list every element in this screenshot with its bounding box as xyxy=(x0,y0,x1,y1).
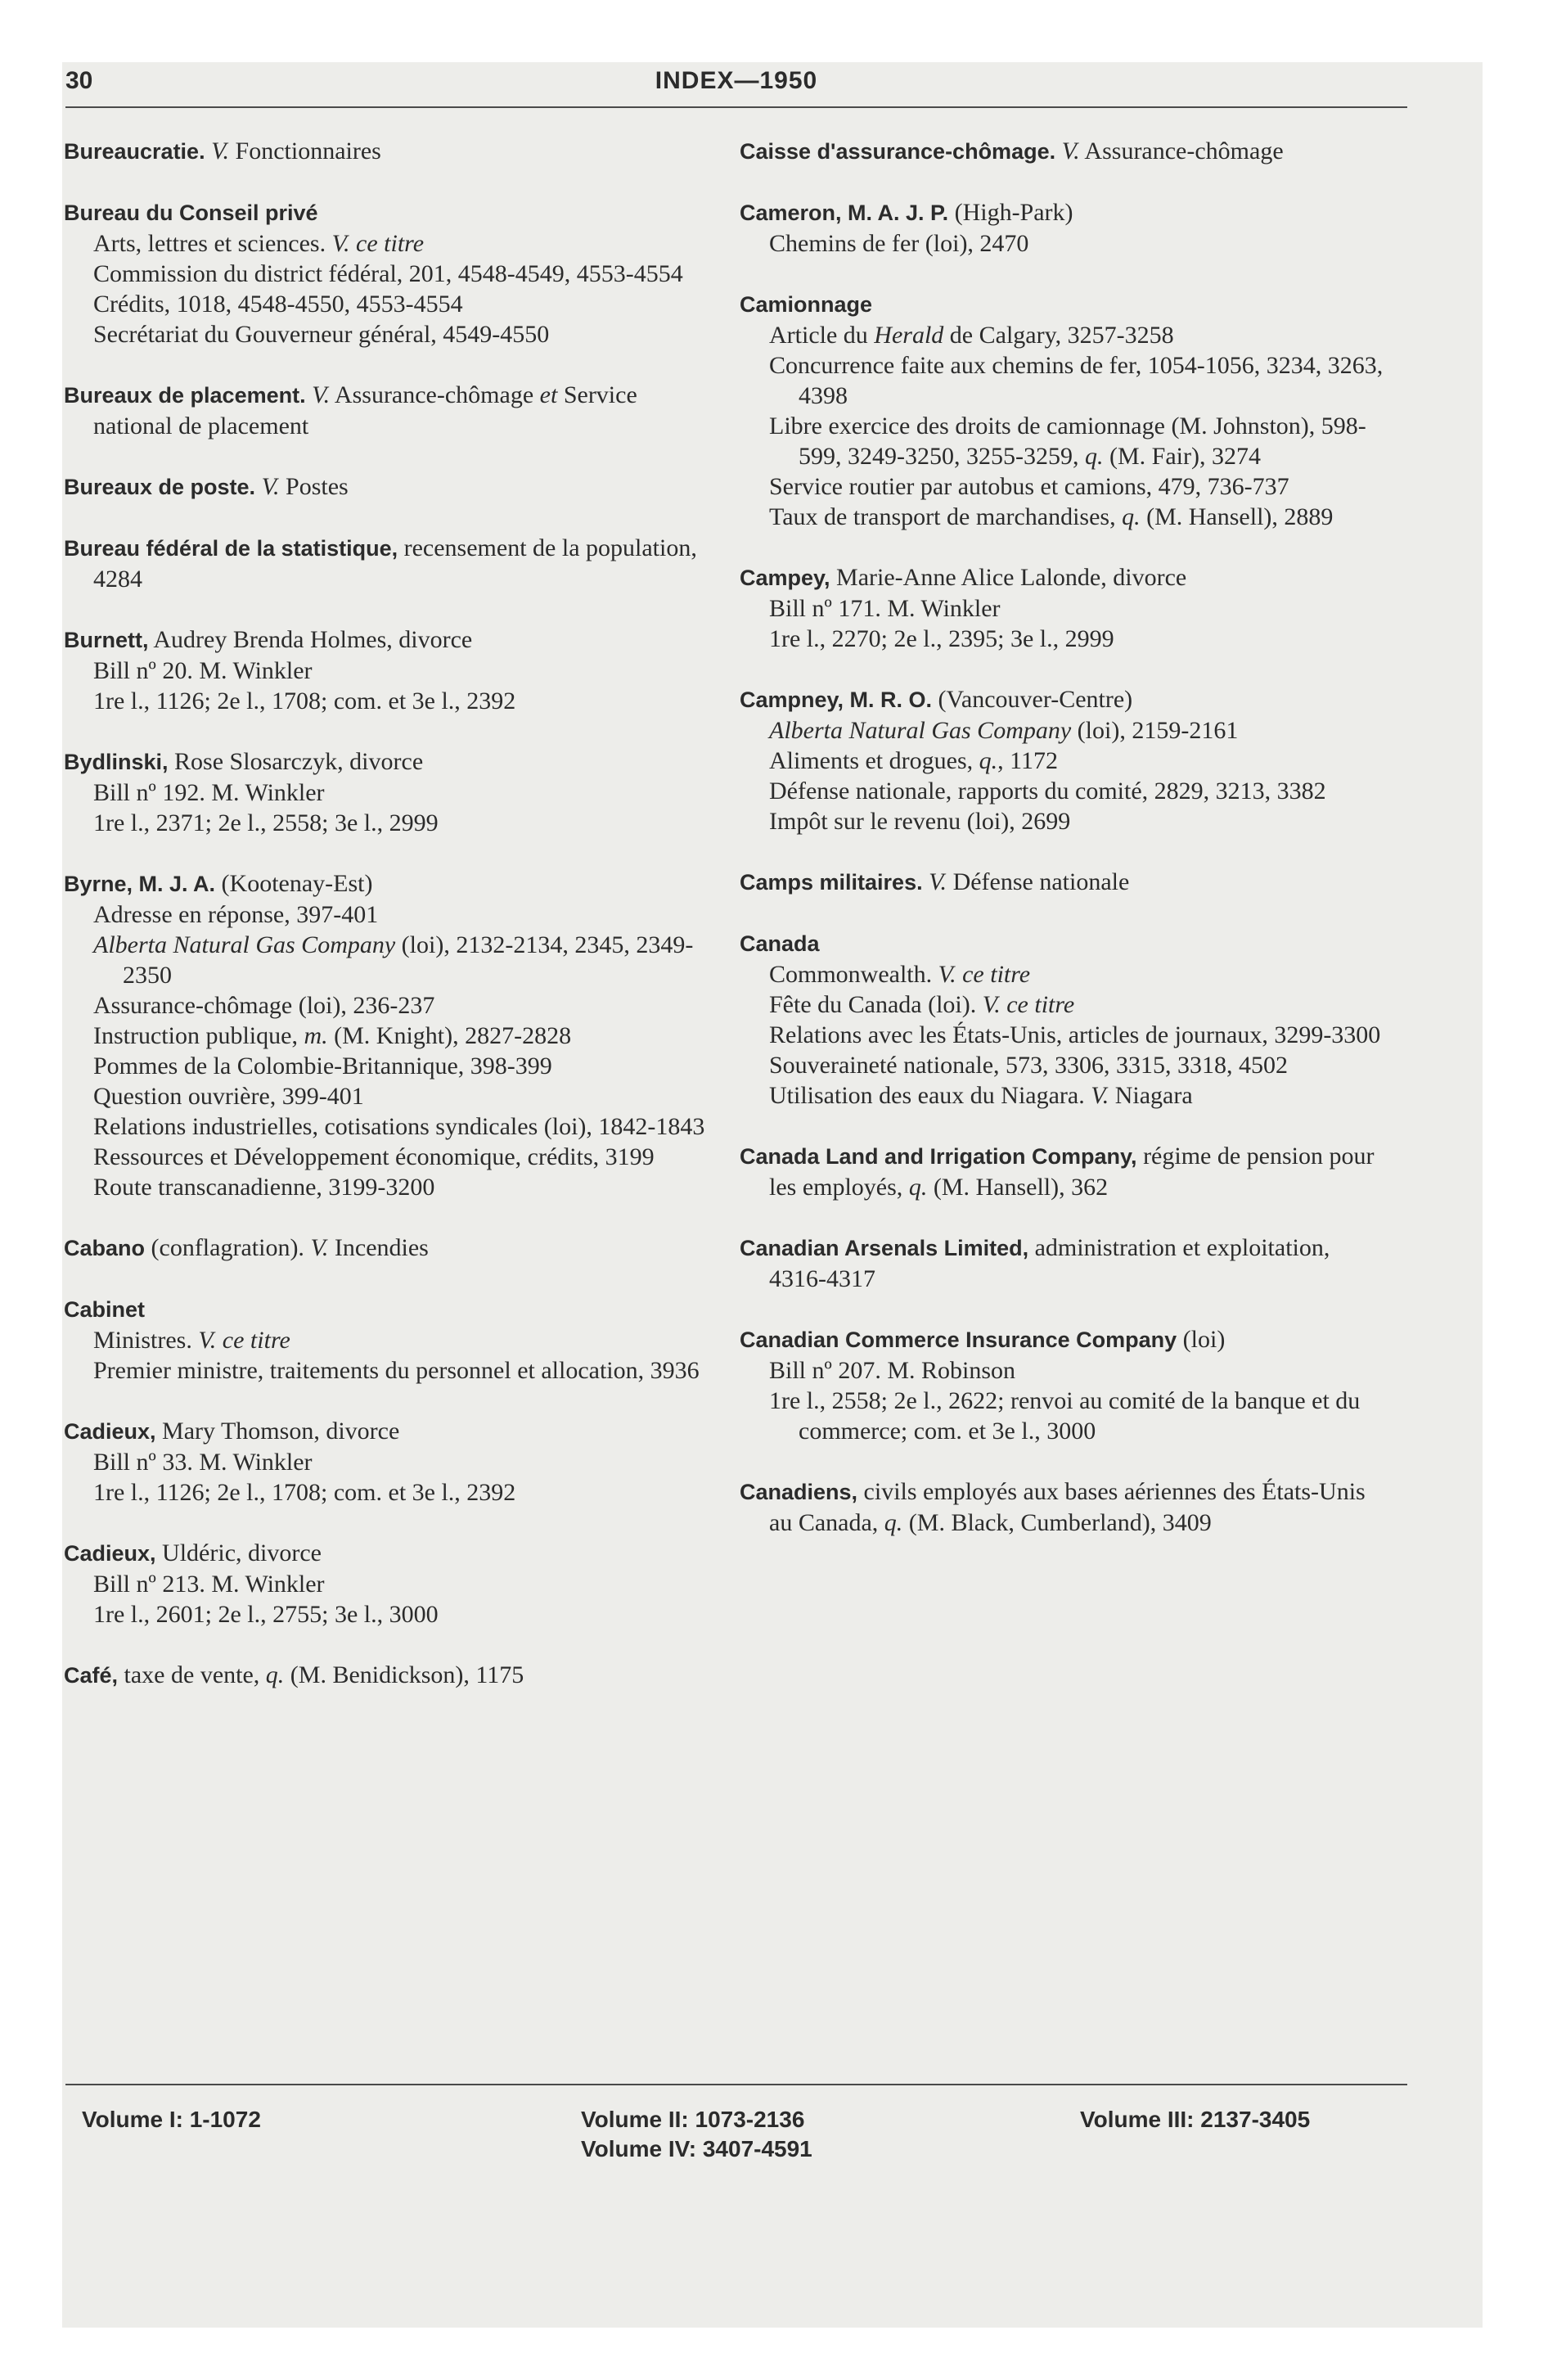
sub-entry-text: Concurrence faite aux chemins de fer, 1054-1056, 3234, 3263, 4398 xyxy=(769,352,1384,409)
volume-range-4: Volume IV: 3407-4591 xyxy=(581,2136,812,2161)
entry-heading: Cabinet xyxy=(64,1297,146,1322)
index-entry xyxy=(740,1324,1386,1446)
entry-heading-line xyxy=(740,1233,1386,1294)
entry-heading-line xyxy=(64,533,710,594)
sub-entry xyxy=(64,1172,710,1202)
entry-text: q. xyxy=(908,1174,928,1201)
entry-text: civils employés aux bases aériennes des États-Unis au Canada, xyxy=(769,1478,1366,1536)
sub-entry xyxy=(740,806,1386,836)
entry-text: V. xyxy=(929,868,947,895)
sub-entry-text: Bill nº 192. M. Winkler xyxy=(93,779,325,806)
footer-volume-1 xyxy=(82,2105,261,2134)
index-entry xyxy=(64,624,710,716)
sub-entry xyxy=(740,746,1386,776)
sub-entry xyxy=(740,502,1386,532)
entry-heading: Byrne, M. J. A. xyxy=(64,872,216,896)
sub-entry-text: Utilisation des eaux du Niagara. xyxy=(769,1082,1091,1109)
entry-text: Uldéric, divorce xyxy=(155,1539,322,1566)
sub-entry-text: Chemins de fer (loi), 2470 xyxy=(769,230,1029,257)
entry-text: V. xyxy=(261,473,280,500)
entry-text: (M. Hansell), 362 xyxy=(927,1174,1109,1201)
entry-heading: Bureau du Conseil privé xyxy=(64,201,318,225)
index-entry xyxy=(64,1233,710,1264)
volume-range-2: Volume II: 1073-2136 xyxy=(581,2107,805,2132)
entry-heading: Canada Land and Irrigation Company, xyxy=(740,1144,1137,1169)
entry-heading-line xyxy=(64,746,710,778)
entry-heading-line xyxy=(740,197,1386,228)
entry-heading-line xyxy=(740,1476,1386,1538)
sub-entry xyxy=(740,228,1386,259)
sub-entry-text: (loi), 2159-2161 xyxy=(1071,717,1239,744)
entry-heading-line xyxy=(740,562,1386,593)
entry-heading: Bureau fédéral de la statistique, xyxy=(64,536,398,561)
entry-text: Service national de placement xyxy=(93,381,637,439)
sub-entry xyxy=(740,715,1386,746)
entry-heading-line xyxy=(740,289,1386,320)
sub-entry xyxy=(64,228,710,259)
sub-entry xyxy=(740,593,1386,624)
sub-entry-text: Fête du Canada (loi). xyxy=(769,991,983,1018)
sub-entry-text: Libre exercice des droits de camionnage (M. Johnston), 598-599, 3249-3250, 3255-3259, xyxy=(769,412,1366,470)
entry-heading: Bureaux de poste. xyxy=(64,475,256,499)
index-entry xyxy=(64,380,710,441)
entry-text: Assurance-chômage xyxy=(1079,137,1284,165)
entry-text: q. xyxy=(265,1661,285,1688)
sub-entry xyxy=(64,1569,710,1599)
sub-entry xyxy=(64,1111,710,1142)
entry-heading-line xyxy=(64,1660,710,1691)
sub-entry xyxy=(64,930,710,990)
sub-entry xyxy=(740,959,1386,989)
sub-entry-text: Alberta Natural Gas Company xyxy=(93,931,396,958)
index-entry xyxy=(64,1294,710,1386)
entry-heading-line xyxy=(740,1324,1386,1355)
entry-heading: Café, xyxy=(64,1663,119,1688)
entry-text xyxy=(923,868,929,895)
sub-entry-text: , 1172 xyxy=(997,747,1059,774)
sub-entry-text: Impôt sur le revenu (loi), 2699 xyxy=(769,808,1071,835)
entry-heading: Camps militaires. xyxy=(740,870,923,895)
sub-entry-text: Pommes de la Colombie-Britannique, 398-399 xyxy=(93,1053,552,1080)
sub-entry xyxy=(64,990,710,1021)
sub-entry-text: Bill nº 207. M. Robinson xyxy=(769,1357,1016,1384)
volume-range-1: Volume I: 1-1072 xyxy=(82,2107,261,2132)
sub-entry xyxy=(64,1325,710,1355)
sub-entry xyxy=(64,259,710,289)
sub-entry-text: Relations industrielles, cotisations syndicales (loi), 1842-1843 xyxy=(93,1113,705,1140)
sub-entry-text: Bill nº 213. M. Winkler xyxy=(93,1571,325,1598)
entry-text: V. xyxy=(310,1234,329,1261)
sub-entry-text: Service routier par autobus et camions, 479, 736-737 xyxy=(769,473,1289,500)
entry-text xyxy=(306,381,313,408)
sub-entry xyxy=(740,776,1386,806)
sub-entry-text: Défense nationale, rapports du comité, 2829, 3213, 3382 xyxy=(769,778,1326,805)
entry-heading-line xyxy=(740,136,1386,167)
index-entry xyxy=(740,562,1386,654)
sub-entry-text: Secrétariat du Gouverneur général, 4549-4550 xyxy=(93,321,550,348)
entry-text: Défense nationale xyxy=(947,868,1130,895)
sub-entry-text: (loi), 2132-2134, 2345, 2349-2350 xyxy=(123,931,694,989)
sub-entry xyxy=(64,1051,710,1081)
entry-heading: Camionnage xyxy=(740,292,873,317)
index-entry xyxy=(740,928,1386,1111)
sub-entry-text: 1re l., 1126; 2e l., 1708; com. et 3e l., 2392 xyxy=(93,1479,516,1506)
entry-heading-line xyxy=(64,1233,710,1264)
index-entry xyxy=(740,867,1386,898)
entry-heading: Cadieux, xyxy=(64,1419,156,1444)
sub-entry xyxy=(64,1142,710,1172)
sub-entry-text: 1re l., 1126; 2e l., 1708; com. et 3e l., 2392 xyxy=(93,687,516,714)
entry-text: V. xyxy=(211,137,230,165)
sub-entry xyxy=(740,320,1386,350)
footer-rule xyxy=(65,2084,1407,2085)
sub-entry xyxy=(64,1477,710,1508)
entry-text: et xyxy=(539,381,558,408)
sub-entry-text: Commonwealth. xyxy=(769,961,938,988)
entry-text: Postes xyxy=(279,473,349,500)
entry-heading-line xyxy=(64,624,710,656)
sub-entry xyxy=(740,1355,1386,1386)
entry-heading: Caisse d'assurance-chômage. xyxy=(740,139,1056,164)
entry-heading: Bydlinski, xyxy=(64,750,169,774)
entry-heading-line xyxy=(64,197,710,228)
index-entry xyxy=(740,136,1386,167)
footer-volume-2-4 xyxy=(581,2105,812,2164)
entry-heading-line xyxy=(64,136,710,167)
sub-entry-text: Herald xyxy=(874,322,944,349)
sub-entry-text: Niagara xyxy=(1109,1082,1193,1109)
entry-heading: Bureaucratie. xyxy=(64,139,205,164)
sub-entry xyxy=(740,411,1386,471)
entry-text xyxy=(255,473,262,500)
sub-entry-text: 1re l., 2601; 2e l., 2755; 3e l., 3000 xyxy=(93,1601,439,1628)
sub-entry xyxy=(64,686,710,716)
entry-heading: Bureaux de placement. xyxy=(64,383,306,408)
sub-entry xyxy=(64,656,710,686)
entry-text: V. xyxy=(1061,137,1080,165)
entry-text: Audrey Brenda Holmes, divorce xyxy=(148,626,473,653)
sub-entry-text: Bill nº 20. M. Winkler xyxy=(93,657,313,684)
entry-text: (High-Park) xyxy=(948,199,1073,226)
sub-entry xyxy=(64,808,710,838)
running-title: INDEX—1950 xyxy=(655,67,818,94)
index-entry xyxy=(64,868,710,1202)
entry-text: (M. Benidickson), 1175 xyxy=(284,1661,524,1688)
entry-text: Rose Slosarczyk, divorce xyxy=(168,748,424,775)
entry-heading: Canadiens, xyxy=(740,1480,858,1504)
sub-entry xyxy=(740,1080,1386,1111)
page-header xyxy=(65,67,1407,116)
index-entry xyxy=(64,1416,710,1508)
sub-entry-text: V. ce titre xyxy=(331,230,425,257)
entry-text: Assurance-chômage xyxy=(330,381,540,408)
sub-entry-text: 1re l., 2558; 2e l., 2622; renvoi au comité de la banque et du commerce; com. et 3e l., 3000 xyxy=(769,1387,1361,1445)
entry-text: (loi) xyxy=(1177,1326,1226,1353)
sub-entry xyxy=(64,778,710,808)
sub-entry xyxy=(740,471,1386,502)
index-entry xyxy=(64,1538,710,1629)
sub-entry xyxy=(64,319,710,349)
entry-heading-line xyxy=(740,928,1386,959)
entry-text: Mary Thomson, divorce xyxy=(155,1418,400,1445)
entry-heading: Cadieux, xyxy=(64,1541,156,1566)
sub-entry-text: V. ce titre xyxy=(938,961,1031,988)
entry-text: (Vancouver-Centre) xyxy=(932,686,1133,713)
volume-range-3: Volume III: 2137-3405 xyxy=(1080,2107,1311,2132)
sub-entry-text: (M. Knight), 2827-2828 xyxy=(327,1022,572,1049)
entry-heading: Cameron, M. A. J. P. xyxy=(740,201,949,225)
page-number: 30 xyxy=(65,67,93,94)
entry-text: recensement de la population, 4284 xyxy=(93,534,697,593)
sub-entry-text: Premier ministre, traitements du personnel et allocation, 3936 xyxy=(93,1357,700,1384)
entry-text: V. xyxy=(312,381,331,408)
index-entry xyxy=(740,197,1386,259)
index-entry xyxy=(740,289,1386,532)
sub-entry-text: q. xyxy=(1084,443,1104,470)
header-rule xyxy=(65,106,1407,108)
entry-text: régime de pension pour les employés, xyxy=(769,1143,1375,1201)
entry-heading: Cabano xyxy=(64,1236,146,1260)
sub-entry-text: (M. Hansell), 2889 xyxy=(1140,503,1334,530)
sub-entry-text: Relations avec les États-Unis, articles de journaux, 3299-3300 xyxy=(769,1021,1381,1048)
sub-entry-text: V. ce titre xyxy=(982,991,1075,1018)
sub-entry xyxy=(64,1021,710,1051)
entry-text xyxy=(1055,137,1062,165)
index-entry xyxy=(64,533,710,594)
entry-heading: Canadian Arsenals Limited, xyxy=(740,1236,1029,1260)
sub-entry-text: Bill nº 171. M. Winkler xyxy=(769,595,1001,622)
entry-heading-line xyxy=(64,1416,710,1447)
sub-entry-text: Alberta Natural Gas Company xyxy=(769,717,1072,744)
sub-entry-text: (M. Fair), 3274 xyxy=(1103,443,1261,470)
sub-entry-text: q. xyxy=(979,747,998,774)
index-column-right xyxy=(740,136,1386,1568)
entry-text xyxy=(205,137,212,165)
entry-heading-line xyxy=(64,1294,710,1325)
entry-heading-line xyxy=(64,380,710,441)
entry-text: taxe de vente, xyxy=(118,1661,266,1688)
entry-text: q. xyxy=(884,1509,903,1536)
sub-entry-text: 1re l., 2270; 2e l., 2395; 3e l., 2999 xyxy=(769,625,1114,652)
sub-entry xyxy=(64,289,710,319)
sub-entry-text: Article du xyxy=(769,322,875,349)
entry-text: (conflagration). xyxy=(145,1234,311,1261)
index-entry xyxy=(64,1660,710,1691)
index-entry xyxy=(64,136,710,167)
entry-heading-line xyxy=(740,684,1386,715)
entry-heading: Campey, xyxy=(740,566,830,590)
index-entry xyxy=(64,746,710,838)
sub-entry xyxy=(740,1020,1386,1050)
sub-entry-text: V. xyxy=(1091,1082,1109,1109)
entry-heading-line xyxy=(64,868,710,899)
sub-entry xyxy=(740,624,1386,654)
sub-entry xyxy=(64,1447,710,1477)
index-column-left xyxy=(64,136,710,1721)
index-entry xyxy=(740,1141,1386,1202)
entry-text: (M. Black, Cumberland), 3409 xyxy=(902,1509,1212,1536)
sub-entry xyxy=(64,1355,710,1386)
sub-entry-text: Aliments et drogues, xyxy=(769,747,979,774)
entry-text: Fonctionnaires xyxy=(229,137,381,165)
sub-entry xyxy=(740,350,1386,411)
sub-entry-text: de Calgary, 3257-3258 xyxy=(943,322,1174,349)
sub-entry xyxy=(64,1599,710,1629)
sub-entry xyxy=(740,989,1386,1020)
index-entry xyxy=(740,1233,1386,1294)
sub-entry xyxy=(740,1386,1386,1446)
sub-entry-text: Crédits, 1018, 4548-4550, 4553-4554 xyxy=(93,291,463,318)
entry-heading: Burnett, xyxy=(64,628,149,652)
sub-entry-text: Taux de transport de marchandises, xyxy=(769,503,1123,530)
sub-entry xyxy=(64,899,710,930)
sub-entry-text: q. xyxy=(1122,503,1141,530)
sub-entry-text: Route transcanadienne, 3199-3200 xyxy=(93,1174,435,1201)
entry-heading: Canada xyxy=(740,931,820,956)
index-entry xyxy=(64,197,710,349)
entry-heading: Canadian Commerce Insurance Company xyxy=(740,1327,1177,1352)
entry-text: (Kootenay-Est) xyxy=(215,870,373,897)
sub-entry-text: Ressources et Développement économique, crédits, 3199 xyxy=(93,1143,655,1170)
sub-entry-text: Arts, lettres et sciences. xyxy=(93,230,332,257)
sub-entry-text: Question ouvrière, 399-401 xyxy=(93,1083,364,1110)
footer-volume-3 xyxy=(1080,2105,1310,2134)
sub-entry-text: Instruction publique, xyxy=(93,1022,304,1049)
entry-heading-line xyxy=(64,471,710,503)
sub-entry xyxy=(740,1050,1386,1080)
sub-entry-text: V. ce titre xyxy=(198,1327,290,1354)
sub-entry-text: Bill nº 33. M. Winkler xyxy=(93,1449,313,1476)
sub-entry-text: Souveraineté nationale, 573, 3306, 3315, 3318, 4502 xyxy=(769,1052,1289,1079)
sub-entry-text: Adresse en réponse, 397-401 xyxy=(93,901,379,928)
entry-text: Incendies xyxy=(328,1234,429,1261)
entry-text: Marie-Anne Alice Lalonde, divorce xyxy=(830,564,1187,591)
index-entry xyxy=(740,1476,1386,1538)
sub-entry-text: Assurance-chômage (loi), 236-237 xyxy=(93,992,435,1019)
sub-entry-text: 1re l., 2371; 2e l., 2558; 3e l., 2999 xyxy=(93,809,439,836)
entry-heading-line xyxy=(740,867,1386,898)
entry-heading-line xyxy=(740,1141,1386,1202)
index-entry xyxy=(740,684,1386,836)
sub-entry-text: Commission du district fédéral, 201, 4548-4549, 4553-4554 xyxy=(93,260,683,287)
entry-heading: Campney, M. R. O. xyxy=(740,687,933,712)
entry-text: administration et exploitation, 4316-4317 xyxy=(769,1234,1330,1292)
index-entry xyxy=(64,471,710,503)
sub-entry xyxy=(64,1081,710,1111)
entry-heading-line xyxy=(64,1538,710,1569)
sub-entry-text: Ministres. xyxy=(93,1327,199,1354)
sub-entry-text: m. xyxy=(304,1022,328,1049)
